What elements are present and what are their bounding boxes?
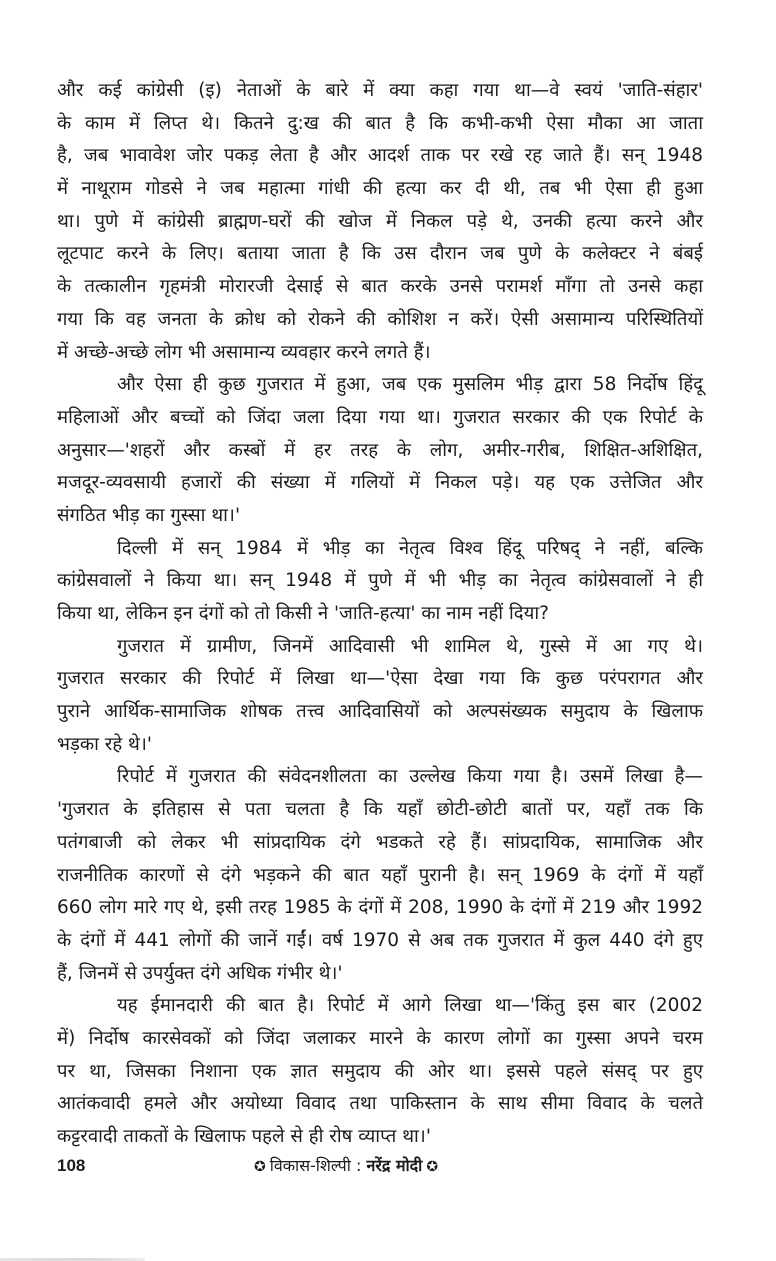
text-line: हैं, जिनमें से उपर्युक्त दंगे अधिक गंभीर थे।' [57, 962, 343, 984]
text-line: पुराने आर्थिक-सामाजिक शोषक तत्त्व आदिवासियों को अल्पसंख्यक समुदाय के खिलाफ [57, 701, 703, 723]
text-line: 660 लोग मारे गए थे, इसी तरह 1985 के दंगों में 208, 1990 के दंगों में 219 और 1992 [57, 897, 703, 919]
paragraph [57, 369, 703, 532]
text-line: कट्टरवादी ताकतों के खिलाफ पहले से ही रोष व्याप्त था।' [57, 1126, 431, 1147]
text-line: लूटपाट करने के लिए। बताया जाता है कि उस दौरान जब पुणे के कलेक्टर ने बंबई [57, 243, 703, 265]
paragraph [57, 631, 703, 762]
body-text [57, 75, 703, 1154]
text-line: और कई कांग्रेसी (इ) नेताओं के बारे में क्या कहा गया था—वे स्वयं 'जाति-संहार' [57, 80, 703, 101]
running-title [250, 1152, 442, 1181]
text-line: गुजरात सरकार की रिपोर्ट में लिखा था—'ऐसा देखा गया कि कुछ परंपरागत और [57, 668, 703, 690]
text-line: के काम में लिप्त थे। कितने दु:ख की बात है कि कभी-कभी ऐसा मौका आ जाता [57, 112, 703, 134]
paragraph [57, 533, 703, 631]
text-line: था। पुणे में कांग्रेसी ब्राह्मण-घरों की खोज में निकल पड़े थे, उनकी हत्या करने और [57, 210, 703, 232]
text-line: पतंगबाजी को लेकर भी सांप्रदायिक दंगे भडकते रहे हैं। सांप्रदायिक, सामाजिक और [57, 831, 703, 853]
flower-ornament-icon: ✪ [254, 1159, 266, 1175]
text-line: कांग्रेसवालों ने किया था। सन् 1948 में पुणे में भी भीड़ का नेतृत्व कांग्रेसवालों ने ही [57, 570, 703, 592]
page-number: 108 [57, 1156, 86, 1175]
paragraph [57, 990, 703, 1153]
text-line: महिलाओं और बच्चों को जिंदा जला दिया गया था। गुजरात सरकार की एक रिपोर्ट के [57, 406, 703, 428]
book-title: विकास-शिल्पी : [269, 1156, 367, 1175]
text-line: रिपोर्ट में गुजरात की संवेदनशीलता का उल्लेख किया गया है। उसमें लिखा है— [117, 766, 703, 788]
author-name: नरेंद्र मोदी [366, 1156, 423, 1175]
paragraph [57, 75, 703, 369]
text-line: 'गुजरात के इतिहास से पता चलता है कि यहाँ छोटी-छोटी बातों पर, यहाँ तक कि [57, 799, 703, 821]
flower-ornament-icon: ✪ [426, 1159, 439, 1175]
text-line: राजनीतिक कारणों से दंगे भड़कने की बात यहाँ पुरानी है। सन् 1969 के दंगों में यहाँ [57, 864, 703, 886]
text-line: संगठित भीड़ का गुस्सा था।' [57, 504, 241, 526]
text-line: में नाथूराम गोडसे ने जब महात्मा गांधी की हत्या कर दी थी, तब भी ऐसा ही हुआ [57, 178, 703, 200]
paragraph [57, 761, 703, 990]
text-line: है, जब भावावेश जोर पकड़ लेता है और आदर्श ताक पर रखे रह जाते हैं। सन् 1948 [57, 145, 703, 167]
text-line: के दंगों में 441 लोगों की जानें गईं। वर्ष 1970 से अब तक गुजरात में कुल 440 दंगे हुए [57, 929, 703, 951]
text-line: दिल्ली में सन् 1984 में भीड़ का नेतृत्व विश्व हिंदू परिषद् ने नहीं, बल्कि [117, 537, 703, 559]
text-line: भड़का रहे थे।' [57, 733, 152, 755]
text-line: में अच्छे-अच्छे लोग भी असामान्य व्यवहार करने लगते हैं। [57, 341, 431, 363]
text-line: में) निर्दोष कारसेवकों को जिंदा जलाकर मारने के कारण लोगों का गुस्सा अपने चरम [57, 1027, 703, 1049]
page-footer [57, 1152, 703, 1180]
text-line: गुजरात में ग्रामीण, जिनमें आदिवासी भी शामिल थे, गुस्से में आ गए थे। [117, 635, 703, 657]
text-line: और ऐसा ही कुछ गुजरात में हुआ, जब एक मुसलिम भीड़ द्वारा 58 निर्दोष हिंदू [117, 374, 703, 396]
text-line: पर था, जिसका निशाना एक ज्ञात समुदाय की ओर था। इससे पहले संसद् पर हुए [57, 1060, 703, 1082]
text-line: मजदूर-व्यवसायी हजारों की संख्या में गलियों में निकल पड़े। यह एक उत्तेजित और [57, 472, 703, 494]
text-line: आतंकवादी हमले और अयोध्या विवाद तथा पाकिस्तान के साथ सीमा विवाद के चलते [57, 1093, 703, 1115]
text-line: किया था, लेकिन इन दंगों को तो किसी ने 'जाति-हत्या' का नाम नहीं दिया? [57, 603, 549, 624]
text-line: यह ईमानदारी की बात है। रिपोर्ट में आगे लिखा था—'किंतु इस बार (2002 [117, 995, 703, 1017]
text-line: गया कि वह जनता के क्रोध को रोकने की कोशिश न करें। ऐसी असामान्य परिस्थितियों [57, 308, 703, 330]
text-line: के तत्कालीन गृहमंत्री मोरारजी देसाई से बात करके उनसे परामर्श माँगा तो उनसे कहा [57, 276, 703, 298]
text-line: अनुसार—'शहरों और कस्बों में हर तरह के लोग, अमीर-गरीब, शिक्षित-अशिक्षित, [57, 439, 703, 461]
